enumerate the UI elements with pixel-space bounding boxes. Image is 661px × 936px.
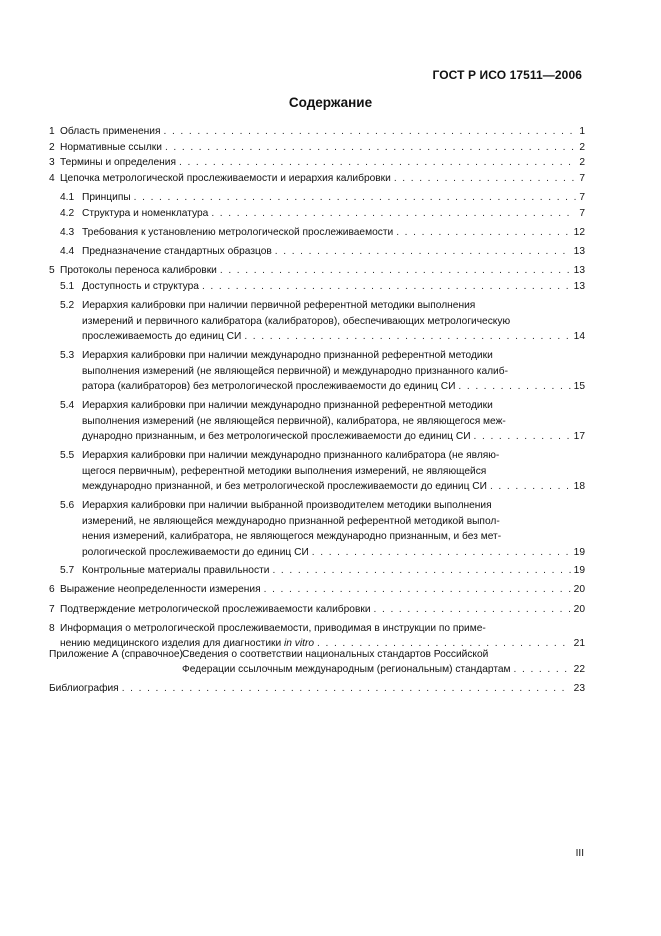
toc-leader-dots — [264, 582, 571, 598]
toc-entry-title: Выражение неопределенности измерения — [60, 584, 261, 596]
toc-entry-title-line: Информация о метрологической прослеживаемости, приводимая в инструкции по приме- — [60, 622, 486, 634]
toc-entry-title: Цепочка метрологической прослеживаемости и иерархия калибровки — [60, 172, 391, 184]
toc-entry[interactable] — [49, 681, 585, 697]
toc-entry-title-line: Иерархия калибровки при наличии международно признанного калибратора (не являю- — [82, 450, 500, 462]
toc-entry[interactable] — [49, 563, 585, 579]
toc-entry[interactable] — [49, 348, 585, 395]
toc-entry-number: 4.4 — [60, 246, 75, 258]
toc-entry[interactable] — [49, 448, 585, 495]
toc-entry-number: 5.3 — [60, 350, 75, 362]
toc-entry-title-line: щегося первичным), референтной методики выполнения измерений, не являющейся — [82, 465, 487, 477]
toc-page-number: 23 — [573, 683, 585, 695]
toc-leader-dots — [122, 681, 571, 697]
toc-page-number: 14 — [573, 331, 585, 343]
toc-page-number: 13 — [573, 281, 585, 292]
toc-leader-dots — [211, 206, 576, 222]
toc-entry-number: 5.7 — [60, 565, 75, 577]
toc-entry[interactable] — [49, 124, 585, 140]
toc-entry-title-line: выполнения измерений (не являющейся первичной) и международно признанного калиб- — [82, 365, 508, 377]
toc-leader-dots — [165, 140, 576, 156]
toc-leader-dots — [134, 190, 577, 206]
toc-page-number: 19 — [573, 565, 585, 577]
toc-entry[interactable] — [49, 206, 585, 222]
toc-leader-dots — [514, 662, 571, 678]
toc-page-number: 18 — [573, 481, 585, 493]
toc-entry-title: Область применения — [60, 126, 161, 137]
toc-entry-title: Структура и номенклатура — [82, 207, 209, 219]
toc-entry[interactable] — [49, 190, 585, 206]
toc-entry-title: дународно признанным, и без метрологической прослеживаемости до единиц СИ — [82, 431, 471, 443]
toc-entry[interactable] — [49, 602, 585, 618]
toc-entry-number: 5.4 — [60, 400, 75, 412]
toc-entry-title-line: Иерархия калибровки при наличии первичной референтной методики выполнения — [82, 300, 476, 312]
toc-leader-dots — [374, 602, 571, 618]
toc-entry-number: 7 — [49, 603, 55, 615]
toc-leader-dots — [272, 563, 570, 579]
toc-page-number: 7 — [579, 172, 585, 184]
toc-entry-title-line: Иерархия калибровки при наличии выбранной производителем методики выполнения — [82, 500, 492, 512]
toc-leader-dots — [394, 171, 576, 187]
toc-entry-title: международно признанной, и без метрологической прослеживаемости до единиц СИ — [82, 481, 487, 493]
toc-entry[interactable] — [49, 498, 585, 560]
toc-entry[interactable] — [49, 279, 585, 295]
toc-leader-dots — [275, 244, 571, 260]
toc-entry-title: Подтверждение метрологической прослеживаемости калибровки — [60, 603, 371, 615]
toc-entry-number: 5.6 — [60, 500, 75, 512]
toc-leader-dots — [490, 479, 571, 495]
toc-entry-number: 2 — [49, 141, 55, 153]
toc-page-number: 7 — [579, 207, 585, 219]
toc-entry[interactable] — [49, 244, 585, 260]
toc-leader-dots — [202, 279, 571, 295]
toc-leader-dots — [474, 429, 571, 445]
toc-leader-dots — [458, 379, 570, 395]
toc-entry[interactable] — [49, 140, 585, 156]
toc-leader-dots — [163, 124, 576, 140]
toc-page-number: 7 — [579, 192, 585, 203]
toc-entry-number: 4 — [49, 172, 55, 184]
toc-entry-title: Протоколы переноса калибровки — [60, 265, 217, 277]
toc-entry-number: 5 — [49, 265, 55, 277]
toc-entry-number: 1 — [49, 126, 55, 137]
toc-page-number: 12 — [573, 227, 585, 238]
toc-entry-title: ратора (калибраторов) без метрологической прослеживаемости до единиц СИ — [82, 381, 456, 393]
toc-entry-italic: in vitro — [284, 638, 315, 650]
toc-page-number: 1 — [579, 126, 585, 137]
toc-entry[interactable] — [49, 398, 585, 445]
toc-page-number: 2 — [579, 141, 585, 153]
toc-entry-number: 3 — [49, 157, 55, 169]
toc-entry-title: Принципы — [82, 192, 131, 203]
document-header: ГОСТ Р ИСО 17511—2006 — [432, 68, 582, 82]
toc-entry-title-line: измерений и первичного калибратора (калибраторов), обеспечивающих метрологическую — [82, 315, 511, 327]
toc-entry-number: 5.1 — [60, 281, 75, 292]
toc-entry[interactable] — [49, 171, 585, 187]
toc-entry-title: Нормативные ссылки — [60, 141, 162, 153]
toc-entry-title-line: Сведения о соответствии национальных стандартов Российской — [182, 648, 489, 660]
toc-entry[interactable] — [49, 263, 585, 279]
toc-entry[interactable] — [49, 582, 585, 598]
toc-entry-title: Доступность и структура — [82, 281, 199, 292]
toc-page-number: 2 — [579, 157, 585, 169]
toc-entry[interactable] — [49, 647, 585, 678]
toc-page-number: 22 — [573, 664, 585, 676]
toc-entry-title: Федерации ссылочным международным (региональным) стандартам — [182, 664, 511, 676]
toc-entry-number: 5.2 — [60, 300, 75, 312]
toc-page-number: 13 — [573, 265, 585, 277]
toc-entry[interactable] — [49, 155, 585, 171]
toc-entry-title: прослеживаемость до единиц СИ — [82, 331, 242, 343]
toc-entry-title-line: нения измерений, калибратора, не являющегося международно признанным, и без мет- — [82, 531, 502, 543]
toc-leader-dots — [312, 545, 571, 561]
toc-leader-dots — [396, 225, 570, 241]
toc-entry-number: 4.1 — [60, 192, 75, 203]
toc-entry-title: Предназначение стандартных образцов — [82, 246, 272, 258]
toc-leader-dots — [220, 263, 571, 279]
toc-entry-number: 4.3 — [60, 227, 75, 238]
toc-entry[interactable] — [49, 298, 585, 345]
toc-page-number: 15 — [573, 381, 585, 393]
toc-entry-title-line: выполнения измерений (не являющейся первичной), калибратора, не являющегося меж- — [82, 415, 506, 427]
toc-entry-number: 8 — [49, 622, 55, 634]
toc-entry-title-line: Иерархия калибровки при наличии международно признанной референтной методики — [82, 350, 493, 362]
toc-entry-title: нению медицинского изделия для диагностики in vitro — [60, 638, 315, 650]
toc-page-number: 19 — [573, 546, 585, 558]
toc-leader-dots — [179, 155, 576, 171]
toc-entry-title: Контрольные материалы правильности — [82, 565, 270, 577]
toc-page-number: 20 — [573, 584, 585, 596]
toc-page-number: 17 — [573, 431, 585, 443]
toc-entry-number: 5.5 — [60, 450, 75, 462]
toc-entry-number: Приложение А (справочное) — [49, 648, 183, 660]
toc-entry-title-line: измерений, не являющейся международно признанной референтной методикой выпол- — [82, 515, 500, 527]
toc-entry-number: 6 — [49, 584, 55, 596]
toc-entry-number: 4.2 — [60, 207, 75, 219]
toc-page-number: 13 — [573, 246, 585, 258]
toc-leader-dots — [244, 329, 570, 345]
toc-entry[interactable] — [49, 225, 585, 241]
toc-entry-title-line: Иерархия калибровки при наличии международно признанной референтной методики — [82, 400, 493, 412]
toc-entry-title: Термины и определения — [60, 157, 176, 169]
toc-entry-title: рологической прослеживаемости до единиц СИ — [82, 546, 309, 558]
page-title: Содержание — [288, 95, 373, 110]
toc-entry-title: Требования к установлению метрологической прослеживаемости — [82, 227, 394, 238]
toc-page-number: 21 — [573, 638, 585, 650]
toc-entry-title: Библиография — [49, 683, 119, 695]
toc-page-number: 20 — [573, 603, 585, 615]
page-number: III — [575, 848, 584, 859]
